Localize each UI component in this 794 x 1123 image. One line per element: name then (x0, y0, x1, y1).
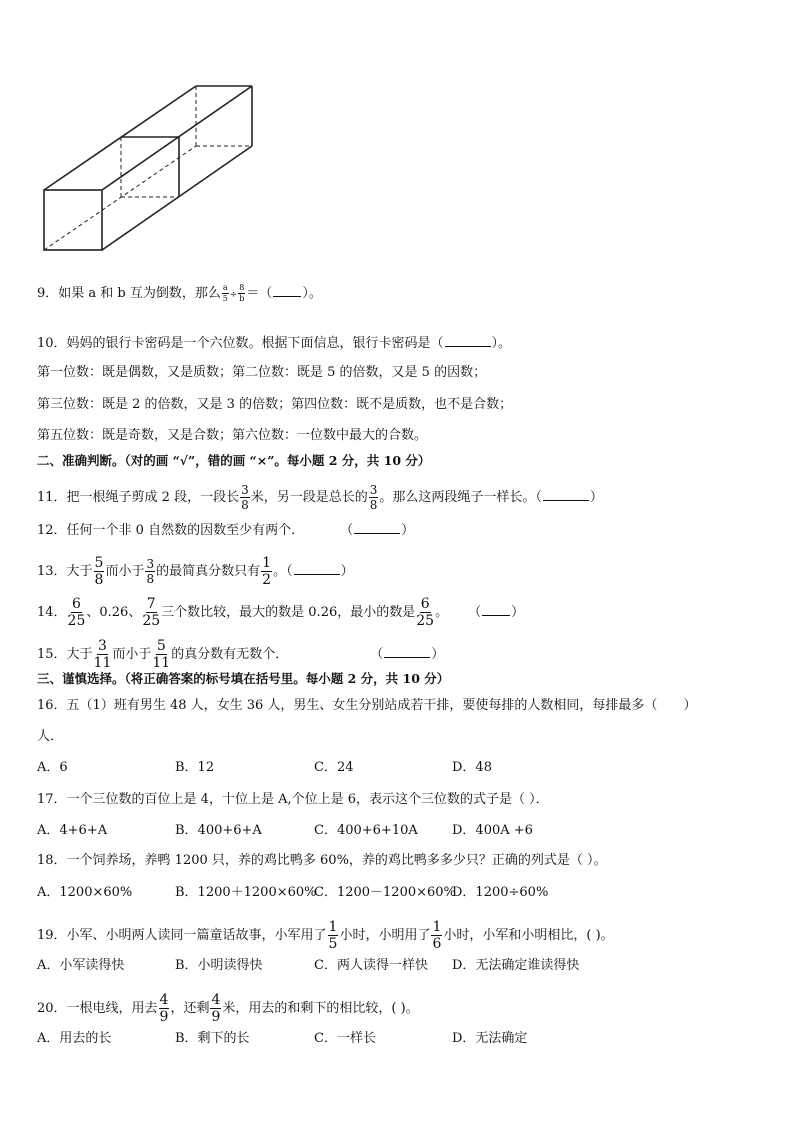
question-12: 12．任何一个非 0 自然数的因数至少有两个． （ ） (37, 523, 415, 538)
fraction: $\frac{1}{2}$ (262, 555, 272, 588)
option-a[interactable]: A．1200×60% (37, 885, 133, 900)
option-c[interactable]: C．两人读得一样快 (314, 958, 428, 973)
answer-blank[interactable] (482, 603, 510, 616)
answer-blank[interactable] (354, 521, 400, 534)
question-20: 20．一根电线，用去 $\frac{4}{9}$ ，还剩 $\frac{4}{9}$ 米，用去的和剩下的相比较，( )。 (37, 992, 419, 1025)
option-a[interactable]: A．4+6+A (37, 823, 108, 838)
fraction: $\frac{3}{8}$ (241, 483, 249, 512)
option-c[interactable]: C．400+6+10A (314, 823, 418, 838)
answer-blank[interactable] (445, 334, 491, 347)
fraction: $\frac{8}{b}$ (239, 283, 245, 303)
section-3-heading: 三、谨慎选择。（将正确答案的标号填在括号里。每小题 2 分，共 10 分） (37, 671, 450, 686)
option-a[interactable]: A．小军读得快 (37, 958, 125, 973)
answer-blank[interactable] (543, 488, 589, 501)
question-10-clue: 第三位数：既是 2 的倍数，又是 3 的倍数；第四位数：既不是质数，也不是合数； (37, 397, 513, 412)
question-10-clue: 第一位数：既是偶数，又是质数；第二位数：既是 5 的倍数，又是 5 的因数； (37, 365, 487, 380)
fraction: $\frac{1}{5}$ (328, 919, 338, 952)
option-d[interactable]: D．48 (452, 760, 492, 775)
question-11: 11．把一根绳子剪成 2 段，一段长 $\frac{3}{8}$ 米，另一段是总长的 $\frac{3}{8}$ 。那么这两段绳子一样长。（ ） (37, 483, 603, 512)
fraction: $\frac{4}{9}$ (211, 992, 221, 1025)
answer-blank[interactable] (273, 284, 301, 297)
question-19: 19．小军、小明两人读同一篇童话故事，小军用了 $\frac{1}{5}$ 小时，小明用了 $\frac{1}{6}$ 小时，小军和小明相比，( )。 (37, 919, 614, 952)
option-b[interactable]: B．12 (175, 760, 215, 775)
question-14: 14． $\frac{6}{25}$ 、0.26、 $\frac{7}{25}$ 三个数比较，最大的数是 0.26，最小的数是 $\frac{6}{25}$ 。 （ ） (37, 596, 525, 629)
question-18: 18．一个饲养场，养鸭 1200 只，养的鸡比鸭多 60%，养的鸡比鸭多多少只？正确的列式是（ ）。 (37, 853, 607, 868)
option-b[interactable]: B．400+6+A (175, 823, 262, 838)
fraction: $\frac{a}{5}$ (222, 283, 228, 303)
option-a[interactable]: A．用去的长 (37, 1031, 112, 1046)
answer-blank[interactable] (294, 562, 340, 575)
fraction: $\frac{5}{8}$ (94, 555, 104, 588)
question-13: 13．大于 $\frac{5}{8}$ 而小于 $\frac{3}{8}$ 的最简真分数只有 $\frac{1}{2}$ 。（ ） (37, 555, 354, 588)
question-10: 10．妈妈的银行卡密码是一个六位数。根据下面信息，银行卡密码是（ ）。 (37, 336, 512, 351)
question-10-clue: 第五位数：既是奇数，又是合数；第六位数：一位数中最大的合数。 (37, 428, 428, 443)
question-15: 15．大于 $\frac{3}{11}$ 而小于 $\frac{5}{11}$ 的真分数有无数个． （ ） (37, 638, 445, 671)
fraction: $\frac{3}{11}$ (93, 638, 112, 671)
question-9: 9．如果 a 和 b 互为倒数，那么 $\frac{a}{5}$ ÷ $\frac{8}{b}$ ＝（ ）。 (37, 283, 322, 303)
question-17: 17．一个三位数的百位上是 4，十位上是 A,个位上是 6，表示这个三位数的式子是（ ）． (37, 792, 549, 807)
cuboid-figure (36, 82, 256, 257)
option-d[interactable]: D．无法确定谁读得快 (452, 958, 580, 973)
option-c[interactable]: C．一样长 (314, 1031, 376, 1046)
fraction: $\frac{3}{8}$ (146, 557, 155, 586)
option-c[interactable]: C．24 (314, 760, 354, 775)
option-d[interactable]: D．1200÷60% (452, 885, 549, 900)
fraction: $\frac{4}{9}$ (159, 992, 169, 1025)
question-16-cont: 人． (37, 729, 64, 744)
option-b[interactable]: B．剩下的长 (175, 1031, 250, 1046)
fraction: $\frac{7}{25}$ (142, 596, 161, 629)
question-16: 16．五（1）班有男生 48 人，女生 36 人，男生、女生分别站成若干排，要使每排的人数相同，每排最多（ ） (37, 698, 697, 713)
fraction: $\frac{1}{6}$ (432, 919, 442, 952)
section-2-heading: 二、准确判断。（对的画 “√”，错的画 “×”。每小题 2 分，共 10 分） (37, 453, 431, 468)
option-d[interactable]: D．400A +6 (452, 823, 533, 838)
fraction: $\frac{5}{11}$ (152, 638, 171, 671)
option-b[interactable]: B．小明读得快 (175, 958, 263, 973)
fraction: $\frac{6}{25}$ (67, 596, 86, 629)
answer-blank[interactable] (384, 645, 430, 658)
fraction: $\frac{3}{8}$ (369, 483, 378, 512)
option-b[interactable]: B．1200＋1200×60% (175, 885, 317, 900)
fraction: $\frac{6}{25}$ (416, 596, 435, 629)
option-d[interactable]: D．无法确定 (452, 1031, 528, 1046)
option-c[interactable]: C．1200－1200×60% (314, 885, 456, 900)
option-a[interactable]: A．6 (37, 760, 68, 775)
